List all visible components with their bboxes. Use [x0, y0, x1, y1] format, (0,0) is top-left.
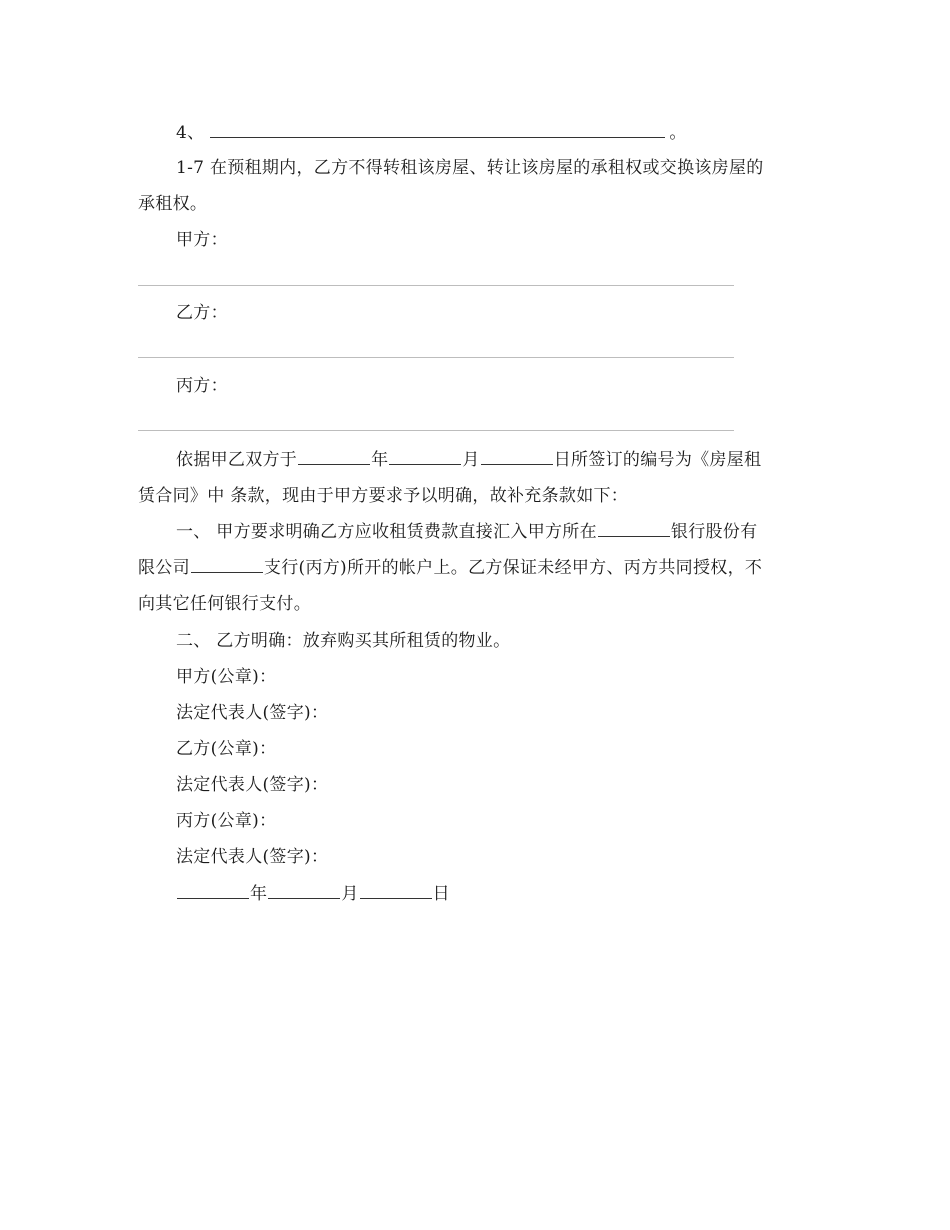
- party-a-rule: [138, 285, 734, 286]
- basis-text-2: 日所签订的编号为《房屋租: [553, 450, 762, 470]
- item-1-line2-text-2: 支行(丙方)所开的帐户上。乙方保证未经甲方、丙方共同授权，不: [263, 558, 763, 578]
- year-label: 年: [371, 450, 389, 470]
- blank-line: [389, 449, 461, 465]
- party-a-label: 甲方：: [176, 230, 228, 250]
- sig-c-seal: 丙方(公章)：: [176, 811, 277, 831]
- blank-line: [210, 122, 665, 138]
- basis-line2: 赁合同》中 条款，现由于甲方要求予以明确，故补充条款如下：: [138, 486, 629, 506]
- item-4-prefix: 4、: [176, 123, 205, 143]
- item-4-suffix: 。: [669, 123, 687, 143]
- item-1-text-2: 银行股份有: [670, 522, 758, 542]
- item-1-line2-text-1: 限公司: [138, 558, 190, 578]
- blank-line: [177, 883, 249, 899]
- sig-b-seal: 乙方(公章)：: [176, 739, 277, 759]
- item-4-line: [176, 122, 687, 144]
- date-line: [176, 883, 450, 905]
- blank-line: [481, 449, 553, 465]
- basis-text-1: 依据甲乙双方于: [176, 450, 298, 470]
- blank-line: [598, 521, 670, 537]
- blank-line: [191, 557, 263, 573]
- sig-a-seal: 甲方(公章)：: [176, 667, 277, 687]
- clause-1-7-line2: 承租权。: [138, 194, 208, 214]
- item-1-line2: [138, 557, 762, 579]
- item-1-text-1: 一、 甲方要求明确乙方应收租赁费款直接汇入甲方所在: [176, 522, 597, 542]
- party-c-rule: [138, 430, 734, 431]
- clause-1-7-line1: 1-7 在预租期内，乙方不得转租该房屋、转让该房屋的承租权或交换该房屋的: [176, 158, 764, 178]
- day-label: 日: [432, 884, 450, 904]
- blank-line: [268, 883, 340, 899]
- party-b-label: 乙方：: [176, 303, 228, 323]
- item-1-line1: [176, 521, 757, 543]
- month-label: 月: [341, 884, 359, 904]
- item-1-line3: 向其它任何银行支付。: [138, 594, 311, 614]
- sig-b-rep: 法定代表人(签字)：: [176, 775, 329, 795]
- basis-line1: [176, 449, 761, 471]
- month-label: 月: [462, 450, 480, 470]
- sig-a-rep: 法定代表人(签字)：: [176, 703, 329, 723]
- item-2-line: 二、 乙方明确：放弃购买其所租赁的物业。: [176, 631, 511, 651]
- party-b-rule: [138, 357, 734, 358]
- sig-c-rep: 法定代表人(签字)：: [176, 847, 329, 867]
- year-label: 年: [250, 884, 268, 904]
- blank-line: [360, 883, 432, 899]
- blank-line: [298, 449, 370, 465]
- party-c-label: 丙方：: [176, 376, 228, 396]
